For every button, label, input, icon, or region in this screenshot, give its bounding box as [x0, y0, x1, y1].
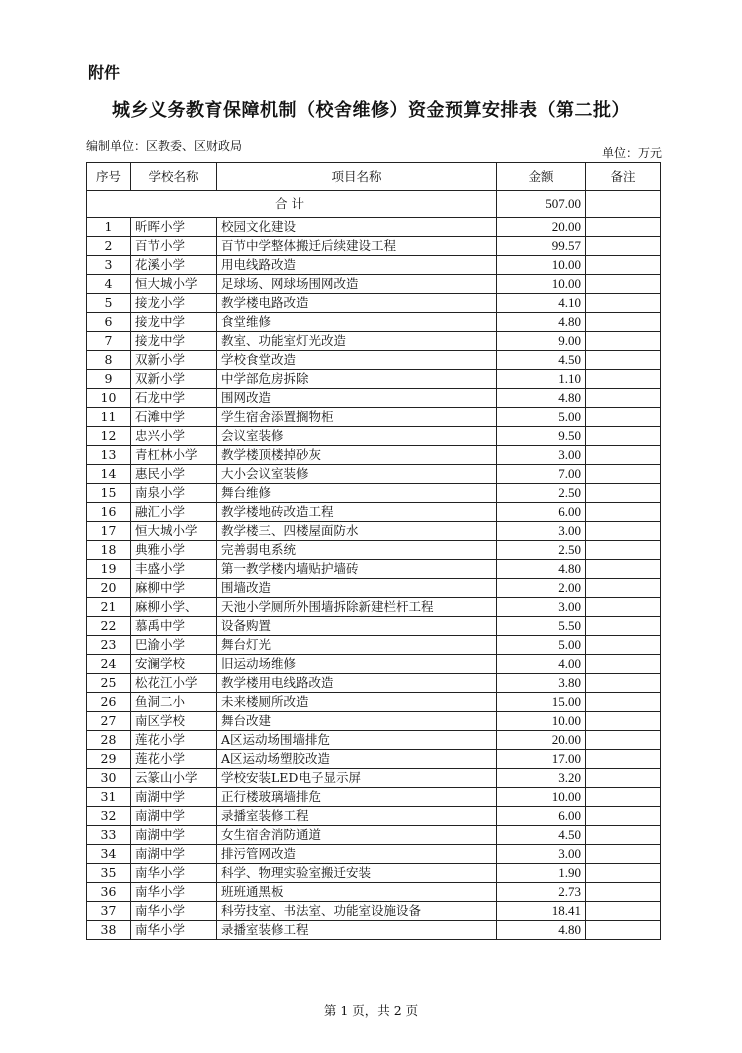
row-no: 25: [87, 674, 131, 693]
row-amount: 10.00: [497, 788, 586, 807]
row-remark: [586, 883, 661, 902]
row-school: 麻柳小学、: [131, 598, 217, 617]
row-no: 26: [87, 693, 131, 712]
row-remark: [586, 693, 661, 712]
header-amount: 金额: [497, 163, 586, 191]
row-amount: 2.73: [497, 883, 586, 902]
row-no: 22: [87, 617, 131, 636]
row-amount: 6.00: [497, 503, 586, 522]
table-row: [87, 769, 661, 788]
row-school: 鱼洞二小: [131, 693, 217, 712]
table-row: [87, 465, 661, 484]
total-amount: 507.00: [497, 191, 586, 218]
row-project: 排污管网改造: [217, 845, 497, 864]
table-row: [87, 902, 661, 921]
row-project: 录播室装修工程: [217, 807, 497, 826]
row-no: 11: [87, 408, 131, 427]
row-amount: 2.50: [497, 484, 586, 503]
row-school: 石滩中学: [131, 408, 217, 427]
row-no: 32: [87, 807, 131, 826]
row-project: 科学、物理实验室搬迁安装: [217, 864, 497, 883]
row-school: 双新小学: [131, 351, 217, 370]
row-project: 围网改造: [217, 389, 497, 408]
row-no: 19: [87, 560, 131, 579]
row-remark: [586, 902, 661, 921]
row-no: 36: [87, 883, 131, 902]
row-project: 天池小学厕所外围墙拆除新建栏杆工程: [217, 598, 497, 617]
row-amount: 4.80: [497, 921, 586, 940]
row-school: 巴渝小学: [131, 636, 217, 655]
table-row: [87, 218, 661, 237]
currency-unit: 单位：万元: [602, 146, 663, 160]
row-amount: 4.10: [497, 294, 586, 313]
row-project: 学校食堂改造: [217, 351, 497, 370]
budget-table: [86, 162, 661, 940]
row-school: 丰盛小学: [131, 560, 217, 579]
row-project: 学生宿舍添置搁物柜: [217, 408, 497, 427]
table-row: [87, 883, 661, 902]
row-school: 南湖中学: [131, 826, 217, 845]
row-amount: 99.57: [497, 237, 586, 256]
row-no: 33: [87, 826, 131, 845]
row-no: 28: [87, 731, 131, 750]
row-remark: [586, 788, 661, 807]
row-amount: 2.50: [497, 541, 586, 560]
row-remark: [586, 503, 661, 522]
row-no: 14: [87, 465, 131, 484]
row-amount: 3.00: [497, 522, 586, 541]
table-row: [87, 807, 661, 826]
table-row: [87, 408, 661, 427]
row-school: 接龙中学: [131, 313, 217, 332]
row-project: 教学楼顶楼掉砂灰: [217, 446, 497, 465]
row-remark: [586, 921, 661, 940]
row-project: 会议室装修: [217, 427, 497, 446]
row-no: 6: [87, 313, 131, 332]
row-amount: 2.00: [497, 579, 586, 598]
table-row: [87, 636, 661, 655]
row-no: 35: [87, 864, 131, 883]
row-no: 27: [87, 712, 131, 731]
table-header-row: [87, 163, 661, 191]
compiler-unit: 编制单位：区教委、区财政局: [86, 139, 243, 153]
row-school: 花溪小学: [131, 256, 217, 275]
row-project: 完善弱电系统: [217, 541, 497, 560]
row-school: 百节小学: [131, 237, 217, 256]
row-remark: [586, 294, 661, 313]
row-remark: [586, 332, 661, 351]
row-project: 未来楼厕所改造: [217, 693, 497, 712]
row-remark: [586, 655, 661, 674]
row-no: 24: [87, 655, 131, 674]
row-remark: [586, 313, 661, 332]
row-amount: 10.00: [497, 712, 586, 731]
header-no: 序号: [87, 163, 131, 191]
table-row: [87, 579, 661, 598]
table-row: [87, 256, 661, 275]
row-no: 30: [87, 769, 131, 788]
row-project: A区运动场塑胶改造: [217, 750, 497, 769]
row-no: 10: [87, 389, 131, 408]
row-amount: 5.00: [497, 408, 586, 427]
row-project: 班班通黑板: [217, 883, 497, 902]
row-project: 正行楼玻璃墙排危: [217, 788, 497, 807]
row-amount: 9.50: [497, 427, 586, 446]
row-remark: [586, 465, 661, 484]
row-school: 麻柳中学: [131, 579, 217, 598]
row-amount: 3.00: [497, 598, 586, 617]
row-no: 29: [87, 750, 131, 769]
row-remark: [586, 541, 661, 560]
row-school: 融汇小学: [131, 503, 217, 522]
row-remark: [586, 769, 661, 788]
table-row: [87, 389, 661, 408]
row-no: 7: [87, 332, 131, 351]
total-row: [87, 191, 661, 218]
row-project: 食堂维修: [217, 313, 497, 332]
row-amount: 4.80: [497, 560, 586, 579]
row-school: 双新小学: [131, 370, 217, 389]
row-remark: [586, 845, 661, 864]
table-row: [87, 788, 661, 807]
row-remark: [586, 256, 661, 275]
row-amount: 4.00: [497, 655, 586, 674]
row-project: 女生宿舍消防通道: [217, 826, 497, 845]
row-no: 37: [87, 902, 131, 921]
row-remark: [586, 674, 661, 693]
table-row: [87, 351, 661, 370]
table-row: [87, 845, 661, 864]
table-row: [87, 864, 661, 883]
row-amount: 1.90: [497, 864, 586, 883]
row-amount: 3.80: [497, 674, 586, 693]
row-amount: 3.20: [497, 769, 586, 788]
row-project: 舞台维修: [217, 484, 497, 503]
row-project: 百节中学整体搬迁后续建设工程: [217, 237, 497, 256]
row-no: 1: [87, 218, 131, 237]
row-project: 舞台灯光: [217, 636, 497, 655]
row-school: 南湖中学: [131, 807, 217, 826]
row-no: 20: [87, 579, 131, 598]
table-row: [87, 541, 661, 560]
row-amount: 9.00: [497, 332, 586, 351]
row-amount: 17.00: [497, 750, 586, 769]
row-project: 教学楼电路改造: [217, 294, 497, 313]
row-school: 莲花小学: [131, 731, 217, 750]
row-remark: [586, 560, 661, 579]
row-school: 南泉小学: [131, 484, 217, 503]
row-school: 惠民小学: [131, 465, 217, 484]
row-school: 忠兴小学: [131, 427, 217, 446]
row-no: 9: [87, 370, 131, 389]
row-project: 旧运动场维修: [217, 655, 497, 674]
row-project: 足球场、网球场围网改造: [217, 275, 497, 294]
row-no: 2: [87, 237, 131, 256]
row-school: 南湖中学: [131, 845, 217, 864]
row-school: 慕禹中学: [131, 617, 217, 636]
row-no: 21: [87, 598, 131, 617]
row-no: 4: [87, 275, 131, 294]
row-no: 16: [87, 503, 131, 522]
header-school: 学校名称: [131, 163, 217, 191]
row-remark: [586, 427, 661, 446]
row-school: 南区学校: [131, 712, 217, 731]
row-remark: [586, 446, 661, 465]
row-school: 恒大城小学: [131, 522, 217, 541]
table-row: [87, 598, 661, 617]
row-amount: 4.80: [497, 389, 586, 408]
row-project: 围墙改造: [217, 579, 497, 598]
row-remark: [586, 484, 661, 503]
row-project: 中学部危房拆除: [217, 370, 497, 389]
row-school: 恒大城小学: [131, 275, 217, 294]
row-no: 15: [87, 484, 131, 503]
row-amount: 20.00: [497, 731, 586, 750]
table-row: [87, 427, 661, 446]
row-remark: [586, 275, 661, 294]
row-project: A区运动场围墙排危: [217, 731, 497, 750]
total-remark: [586, 191, 661, 218]
page-footer: 第 1 页，共 2 页: [323, 1003, 419, 1018]
row-amount: 4.50: [497, 351, 586, 370]
row-no: 5: [87, 294, 131, 313]
row-project: 教学楼三、四楼屋面防水: [217, 522, 497, 541]
row-project: 录播室装修工程: [217, 921, 497, 940]
row-amount: 7.00: [497, 465, 586, 484]
row-remark: [586, 522, 661, 541]
table-row: [87, 446, 661, 465]
row-project: 舞台改建: [217, 712, 497, 731]
table-row: [87, 731, 661, 750]
row-remark: [586, 750, 661, 769]
table-row: [87, 712, 661, 731]
table-row: [87, 370, 661, 389]
table-row: [87, 313, 661, 332]
row-remark: [586, 598, 661, 617]
row-remark: [586, 731, 661, 750]
row-school: 莲花小学: [131, 750, 217, 769]
row-amount: 4.50: [497, 826, 586, 845]
row-school: 南华小学: [131, 902, 217, 921]
row-remark: [586, 826, 661, 845]
row-remark: [586, 351, 661, 370]
row-school: 昕晖小学: [131, 218, 217, 237]
row-remark: [586, 579, 661, 598]
table-row: [87, 332, 661, 351]
row-school: 青杠林小学: [131, 446, 217, 465]
row-amount: 6.00: [497, 807, 586, 826]
row-school: 典雅小学: [131, 541, 217, 560]
row-amount: 3.00: [497, 446, 586, 465]
row-remark: [586, 408, 661, 427]
row-school: 南华小学: [131, 883, 217, 902]
row-no: 18: [87, 541, 131, 560]
row-project: 设备购置: [217, 617, 497, 636]
row-project: 教学楼用电线路改造: [217, 674, 497, 693]
row-amount: 5.00: [497, 636, 586, 655]
row-no: 13: [87, 446, 131, 465]
row-school: 接龙小学: [131, 294, 217, 313]
row-remark: [586, 712, 661, 731]
row-amount: 18.41: [497, 902, 586, 921]
row-remark: [586, 617, 661, 636]
table-row: [87, 693, 661, 712]
table-row: [87, 522, 661, 541]
table-row: [87, 655, 661, 674]
row-no: 12: [87, 427, 131, 446]
table-row: [87, 674, 661, 693]
document-title: 城乡义务教育保障机制（校舍维修）资金预算安排表（第二批）: [112, 100, 630, 121]
table-row: [87, 237, 661, 256]
row-school: 南华小学: [131, 864, 217, 883]
table-row: [87, 750, 661, 769]
table-row: [87, 275, 661, 294]
row-remark: [586, 218, 661, 237]
row-remark: [586, 389, 661, 408]
row-project: 大小会议室装修: [217, 465, 497, 484]
row-school: 安澜学校: [131, 655, 217, 674]
row-school: 松花江小学: [131, 674, 217, 693]
table-row: [87, 921, 661, 940]
attachment-label: 附件: [88, 63, 121, 82]
table-row: [87, 503, 661, 522]
row-project: 用电线路改造: [217, 256, 497, 275]
row-project: 学校安装LED电子显示屏: [217, 769, 497, 788]
row-remark: [586, 864, 661, 883]
row-no: 34: [87, 845, 131, 864]
row-no: 23: [87, 636, 131, 655]
row-no: 3: [87, 256, 131, 275]
row-amount: 4.80: [497, 313, 586, 332]
table-row: [87, 826, 661, 845]
row-project: 第一教学楼内墙贴护墙砖: [217, 560, 497, 579]
row-project: 校园文化建设: [217, 218, 497, 237]
table-row: [87, 617, 661, 636]
row-amount: 3.00: [497, 845, 586, 864]
row-school: 云篆山小学: [131, 769, 217, 788]
row-project: 教室、功能室灯光改造: [217, 332, 497, 351]
row-school: 南华小学: [131, 921, 217, 940]
row-project: 教学楼地砖改造工程: [217, 503, 497, 522]
row-remark: [586, 636, 661, 655]
row-no: 17: [87, 522, 131, 541]
row-amount: 15.00: [497, 693, 586, 712]
row-amount: 20.00: [497, 218, 586, 237]
header-remark: 备注: [586, 163, 661, 191]
row-no: 31: [87, 788, 131, 807]
row-amount: 10.00: [497, 275, 586, 294]
row-no: 8: [87, 351, 131, 370]
row-amount: 5.50: [497, 617, 586, 636]
row-amount: 1.10: [497, 370, 586, 389]
row-remark: [586, 370, 661, 389]
table-row: [87, 294, 661, 313]
header-project: 项目名称: [217, 163, 497, 191]
row-no: 38: [87, 921, 131, 940]
row-school: 石龙中学: [131, 389, 217, 408]
row-remark: [586, 237, 661, 256]
row-school: 接龙中学: [131, 332, 217, 351]
total-label: 合计: [87, 191, 497, 218]
row-remark: [586, 807, 661, 826]
table-row: [87, 484, 661, 503]
table-row: [87, 560, 661, 579]
row-school: 南湖中学: [131, 788, 217, 807]
row-amount: 10.00: [497, 256, 586, 275]
row-project: 科劳技室、书法室、功能室设施设备: [217, 902, 497, 921]
